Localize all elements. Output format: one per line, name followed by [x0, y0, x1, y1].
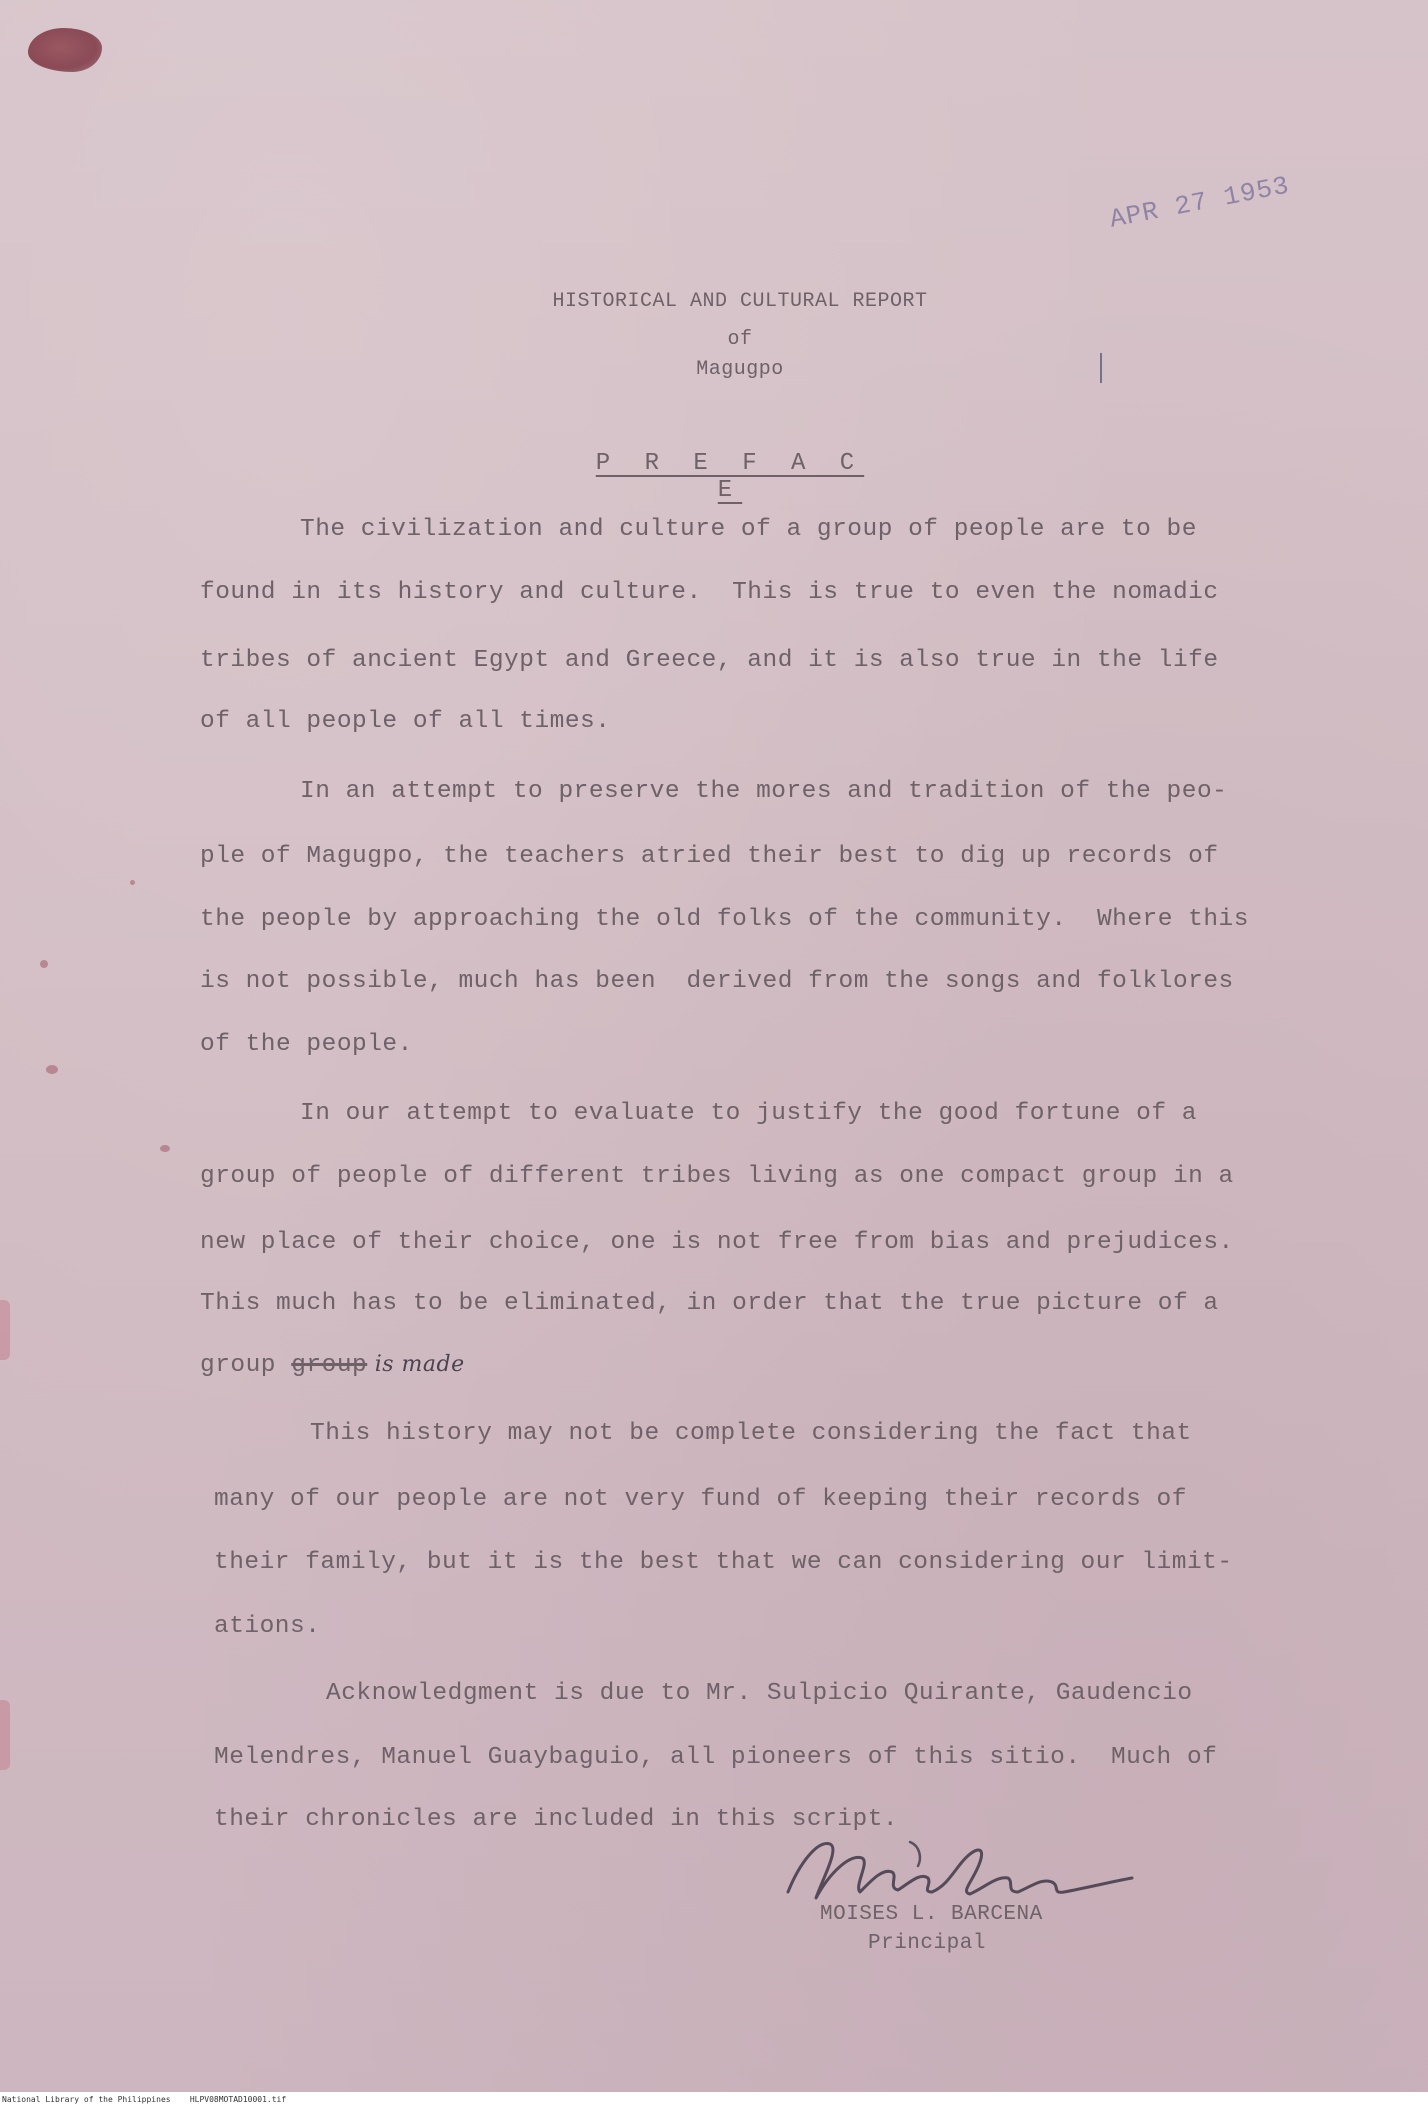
- handwritten-insertion: is made: [367, 1352, 465, 1377]
- paragraph-line: ple of Magugpo, the teachers atried their best to dig up records of: [200, 843, 1219, 870]
- paragraph-line: is not possible, much has been derived from the songs and folklores: [200, 968, 1234, 995]
- stamp-mark: [1100, 353, 1102, 383]
- paragraph-line: of all people of all times.: [200, 708, 611, 735]
- paragraph-line: group of people of different tribes living as one compact group in a: [200, 1163, 1234, 1190]
- paragraph-line: In our attempt to evaluate to justify the good fortune of a: [300, 1100, 1197, 1127]
- paragraph-line: Melendres, Manuel Guaybaguio, all pioneers of this sitio. Much of: [214, 1744, 1218, 1771]
- paragraph-line: new place of their choice, one is not free from bias and prejudices.: [200, 1229, 1234, 1256]
- paragraph-line: tribes of ancient Egypt and Greece, and it is also true in the life: [200, 647, 1219, 674]
- preface-title: P R E F A C E: [595, 450, 865, 504]
- report-heading-line3: Magugpo: [696, 358, 784, 381]
- paragraph-line: This history may not be complete considering the fact that: [310, 1420, 1192, 1447]
- signatory-title: Principal: [868, 1932, 986, 1955]
- archive-footer: [0, 2092, 1428, 2108]
- paragraph-line: many of our people are not very fund of keeping their records of: [214, 1486, 1187, 1513]
- footer-text: National Library of the Philippines HLPV08MOTAD10001.tif: [2, 2095, 287, 2104]
- paragraph-line: In an attempt to preserve the mores and tradition of the peo-: [300, 778, 1228, 805]
- paragraph-last-line: [200, 1352, 465, 1379]
- paragraph-line: their family, but it is the best that we can considering our limit-: [214, 1549, 1233, 1576]
- paragraph-line: their chronicles are included in this script.: [214, 1806, 899, 1833]
- paragraph-line: the people by approaching the old folks of the community. Where this: [200, 906, 1249, 933]
- signatory-name: MOISES L. BARCENA: [820, 1903, 1043, 1926]
- line-text: group: [200, 1352, 292, 1379]
- paper-speck: [130, 880, 135, 885]
- paragraph-line: ations.: [214, 1613, 321, 1640]
- report-heading-line1: HISTORICAL AND CULTURAL REPORT: [552, 290, 928, 313]
- paragraph-line: The civilization and culture of a group of people are to be: [300, 516, 1197, 543]
- paragraph-line: of the people.: [200, 1031, 413, 1058]
- paper-speck: [46, 1065, 58, 1074]
- paper-speck: [160, 1145, 170, 1152]
- paragraph-line: found in its history and culture. This is true to even the nomadic: [200, 579, 1219, 606]
- ink-stain: [28, 28, 102, 72]
- paper-speck: [40, 960, 48, 968]
- report-heading-line2: of: [727, 328, 753, 351]
- paper-edge-mark: [0, 1300, 10, 1360]
- paper-edge-mark: [0, 1700, 10, 1770]
- paragraph-line: Acknowledgment is due to Mr. Sulpicio Quirante, Gaudencio: [326, 1680, 1193, 1707]
- date-stamp: APR 27 1953: [1107, 170, 1293, 235]
- paragraph-line: This much has to be eliminated, in order that the true picture of a: [200, 1290, 1219, 1317]
- struck-word: group: [291, 1352, 368, 1379]
